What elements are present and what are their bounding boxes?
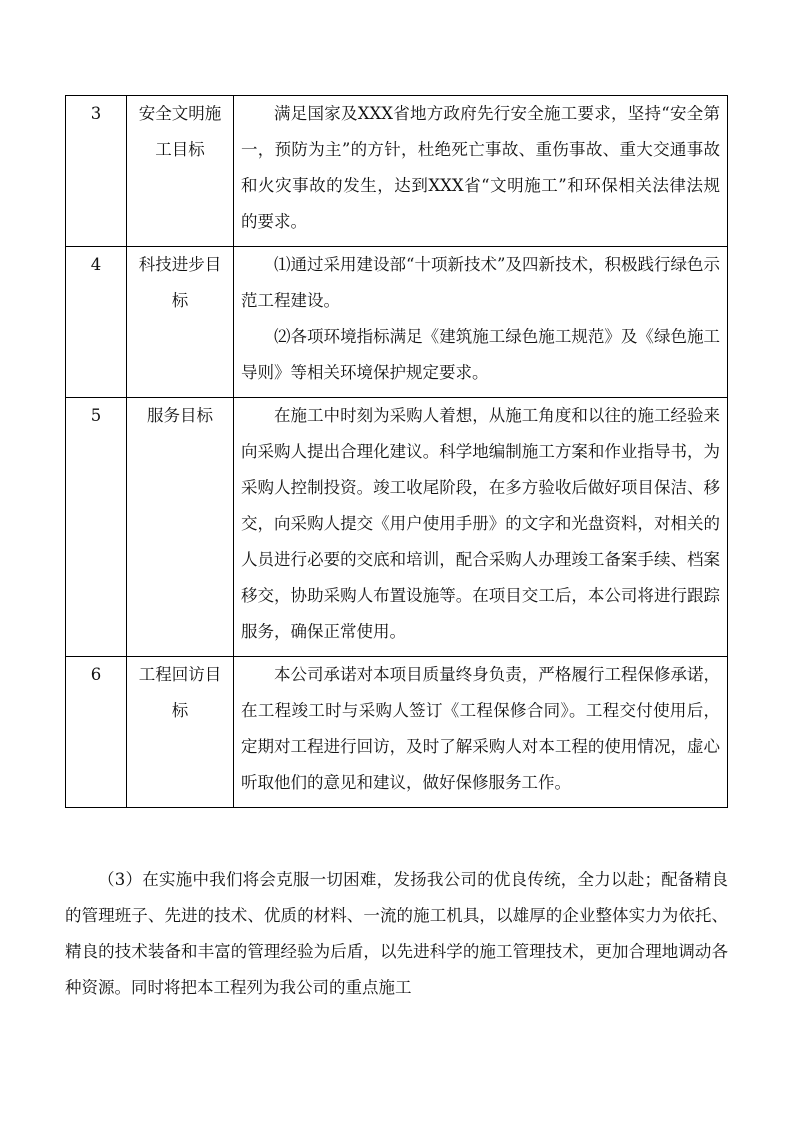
goal-name: 工程回访目标: [127, 657, 234, 808]
goal-description: [234, 96, 728, 247]
goals-table: [65, 95, 728, 808]
table-row-safety: [66, 96, 728, 247]
goal-description: [234, 247, 728, 398]
table-row-service: [66, 398, 728, 657]
body-paragraph: （3）在实施中我们将会克服一切困难，发扬我公司的优良传统，全力以赴；配备精良的管理班子、先进的技术、优质的材料、一流的施工机具，以雄厚的企业整体实力为依托、精良的技术装备和丰富的管理经验为后盾，以先进科学的施工管理技术，更加合理地调动各种资源。同时将把本工程列为我公司的重点施工: [65, 870, 728, 997]
goal-description: [234, 657, 728, 808]
goal-description: [234, 398, 728, 657]
row-number: 6: [66, 657, 127, 808]
description-paragraph: 在施工中时刻为采购人着想，从施工角度和以往的施工经验来向采购人提出合理化建议。科学地编制施工方案和作业指导书，为采购人控制投资。竣工收尾阶段，在多方验收后做好项目保洁、移交，向采购人提交《用户使用手册》的文字和光盘资料，对相关的人员进行必要的交底和培训，配合采购人办理竣工备案手续、档案移交，协助采购人布置设施等。在项目交工后，本公司将进行跟踪服务，确保正常使用。: [241, 406, 720, 641]
table-row-technology: [66, 247, 728, 398]
row-number: 3: [66, 96, 127, 247]
goal-name: 服务目标: [127, 398, 234, 657]
description-paragraph: 满足国家及XXX省地方政府先行安全施工要求，坚持“安全第一，预防为主”的方针，杜绝死亡事故、重伤事故、重大交通事故和火灾事故的发生，达到XXX省“文明施工”和环保相关法律法规的要求。: [241, 104, 720, 231]
description-paragraph: ⑴通过采用建设部“十项新技术”及四新技术，积极践行绿色示范工程建设。: [241, 255, 720, 310]
goal-name: 科技进步目标: [127, 247, 234, 398]
row-number: 5: [66, 398, 127, 657]
goal-name: 安全文明施工目标: [127, 96, 234, 247]
table-row-revisit: [66, 657, 728, 808]
description-paragraph: ⑵各项环境指标满足《建筑施工绿色施工规范》及《绿色施工导则》等相关环境保护规定要求。: [241, 327, 720, 382]
description-paragraph: 本公司承诺对本项目质量终身负责，严格履行工程保修承诺，在工程竣工时与采购人签订《工程保修合同》。工程交付使用后，定期对工程进行回访，及时了解采购人对本工程的使用情况，虚心听取他们的意见和建议，做好保修服务工作。: [241, 665, 720, 792]
row-number: 4: [66, 247, 127, 398]
